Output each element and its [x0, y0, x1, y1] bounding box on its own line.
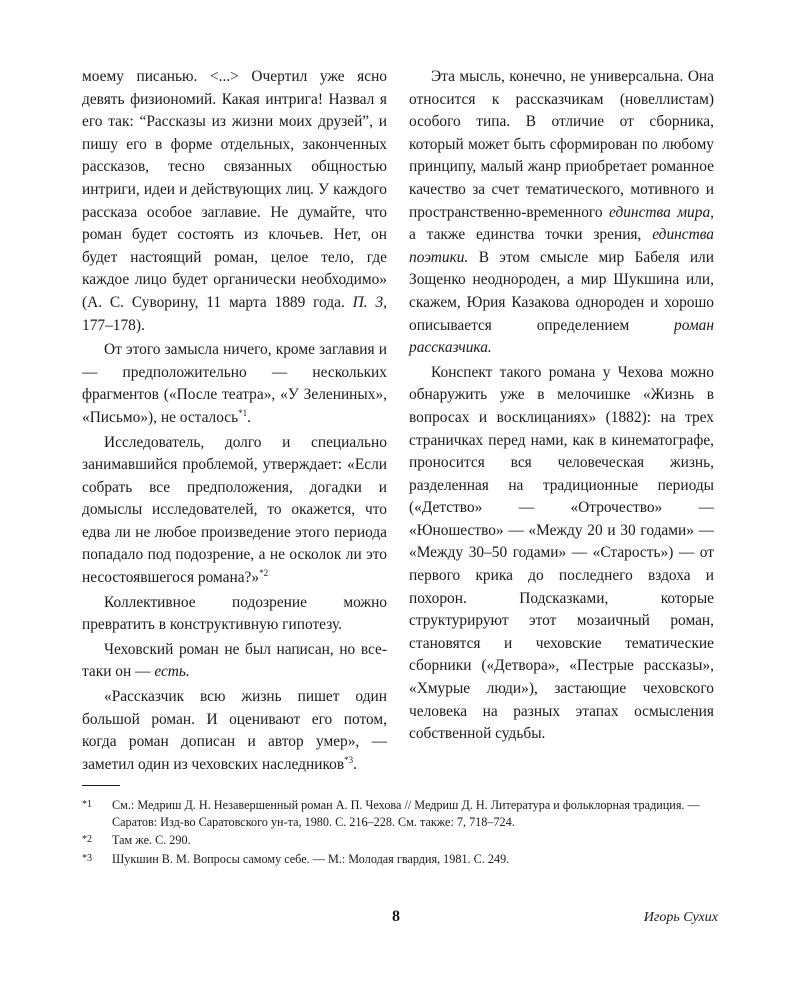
- text-run: В этом смысле мир Бабеля или Зощенко неоднороден, а мир Шукшина или, скажем, Юрия Казакова однороден и хорошо описывается определением: [409, 248, 714, 334]
- paragraph: [82, 432, 387, 590]
- text-run: 177–178).: [82, 316, 145, 334]
- page-number: 8: [392, 908, 400, 925]
- paragraph: [82, 639, 387, 684]
- right-column: [409, 66, 714, 746]
- footnote-mark: *2: [82, 834, 92, 845]
- text-run: Чеховский роман не был написан, но все-таки он —: [82, 640, 387, 681]
- paragraph: [82, 686, 387, 776]
- footnote: [82, 797, 712, 830]
- text-run: От этого замысла ничего, кроме заглавия и — предположительно — нескольких фрагментов («После театра», «У Зелениных», «Письмо»), не осталось: [82, 341, 387, 426]
- footnote-reference: *2: [259, 567, 269, 578]
- paragraph: Коллективное подозрение можно превратить в конструктивную гипотезу.: [82, 593, 387, 634]
- paragraph: Конспект такого романа у Чехова можно обнаружить уже в мелочишке «Жизнь в вопросах и восклицаниях» (1882): на трех страничках перед нами, как в кинематографе, проносится вся человеческая жизнь, разделенная на традиционные периоды («Детство» — «Отрочество» — «Юношество» — «Между 20 и 30 годами» — «Между 30–50 годами» — «Старость») — от первого крика до последнего вздоха и похорон. Подсказками, которые структурируют этот мозаичный роман, становятся и чеховские тематические сборники («Детвора», «Пестрые рассказы», «Хмурые люди»), застающие чеховского человека на разных этапах осмысления собственной судьбы.: [409, 363, 714, 743]
- paragraph: [82, 339, 387, 429]
- paragraph: [82, 66, 387, 337]
- text-run: .: [247, 408, 252, 426]
- footnote-mark: *3: [82, 852, 92, 864]
- footnote-text: См.: Медриш Д. Н. Незавершенный роман А. П. Чехова // Медриш Д. Н. Литература и фольклорная традиция. — Саратов: Изд-во Саратовского ун-та, 1980. С. 216–228. См. также: 7, 718–724.: [112, 798, 700, 829]
- text-run: моему писанью. <...> Очертил уже ясно девять физиономий. Какая интрига! Назвал я его так: “Рассказы из жизни моих друзей”, и пишу его в форме отдельных, законченных рассказов, тесно связанных общностью интриги, идеи и действующих лиц. У каждого рассказа особое заглавие. Не думайте, что роман будет состоять из клочьев. Нет, он будет настоящий роман, целое тело, где каждое лицо будет органически необходимо» (А. С. Суворину, 11 марта 1889 года.: [82, 68, 387, 311]
- footnote-mark: *1: [82, 799, 92, 810]
- italic-text: единства мира,: [609, 203, 714, 221]
- text-run: .: [353, 755, 358, 773]
- footnote-separator: [82, 785, 120, 786]
- footnote-reference: *1: [238, 407, 248, 418]
- footnote-text: Там же. С. 290.: [112, 833, 191, 847]
- text-run: а также единства точки зрения,: [409, 226, 642, 244]
- paragraph: [409, 66, 714, 360]
- italic-text: П. 3,: [352, 293, 387, 311]
- italic-text: роман рассказчика.: [409, 316, 714, 357]
- text-run: «Рассказчик всю жизнь пишет один большой роман. И оценивают его потом, когда роман дописан и автор умер», — заметил один из чеховских наследников: [82, 688, 387, 773]
- left-column: [82, 66, 387, 776]
- footnote: [82, 832, 712, 849]
- footnotes: [82, 797, 712, 869]
- italic-text: есть.: [154, 663, 190, 681]
- italic-text: единства поэтики.: [409, 226, 714, 266]
- running-head-author: Игорь Сухих: [643, 910, 718, 925]
- text-run: Эта мысль, конечно, не универсальна. Она относится к рассказчикам (новеллистам) особого типа. В отличие от сборника, который может быть сформирован по любому принципу, малый жанр приобретает романное качество за счет тематического, мотивного и пространственно-временного: [409, 68, 714, 221]
- text-run: Исследователь, долго и специально занимавшийся проблемой, утверждает: «Если собрать все предположения, догадки и домыслы исследователей, то окажется, что едва ли не любое произведение этого периода попадало под подозрение, а не осколок ли это несостоявшегося романа?»: [82, 433, 387, 587]
- footnote: [82, 851, 712, 868]
- footnote-text: Шукшин В. М. Вопросы самому себе. — М.: Молодая гвардия, 1981. С. 249.: [112, 851, 510, 866]
- footnote-reference: *3: [344, 754, 354, 765]
